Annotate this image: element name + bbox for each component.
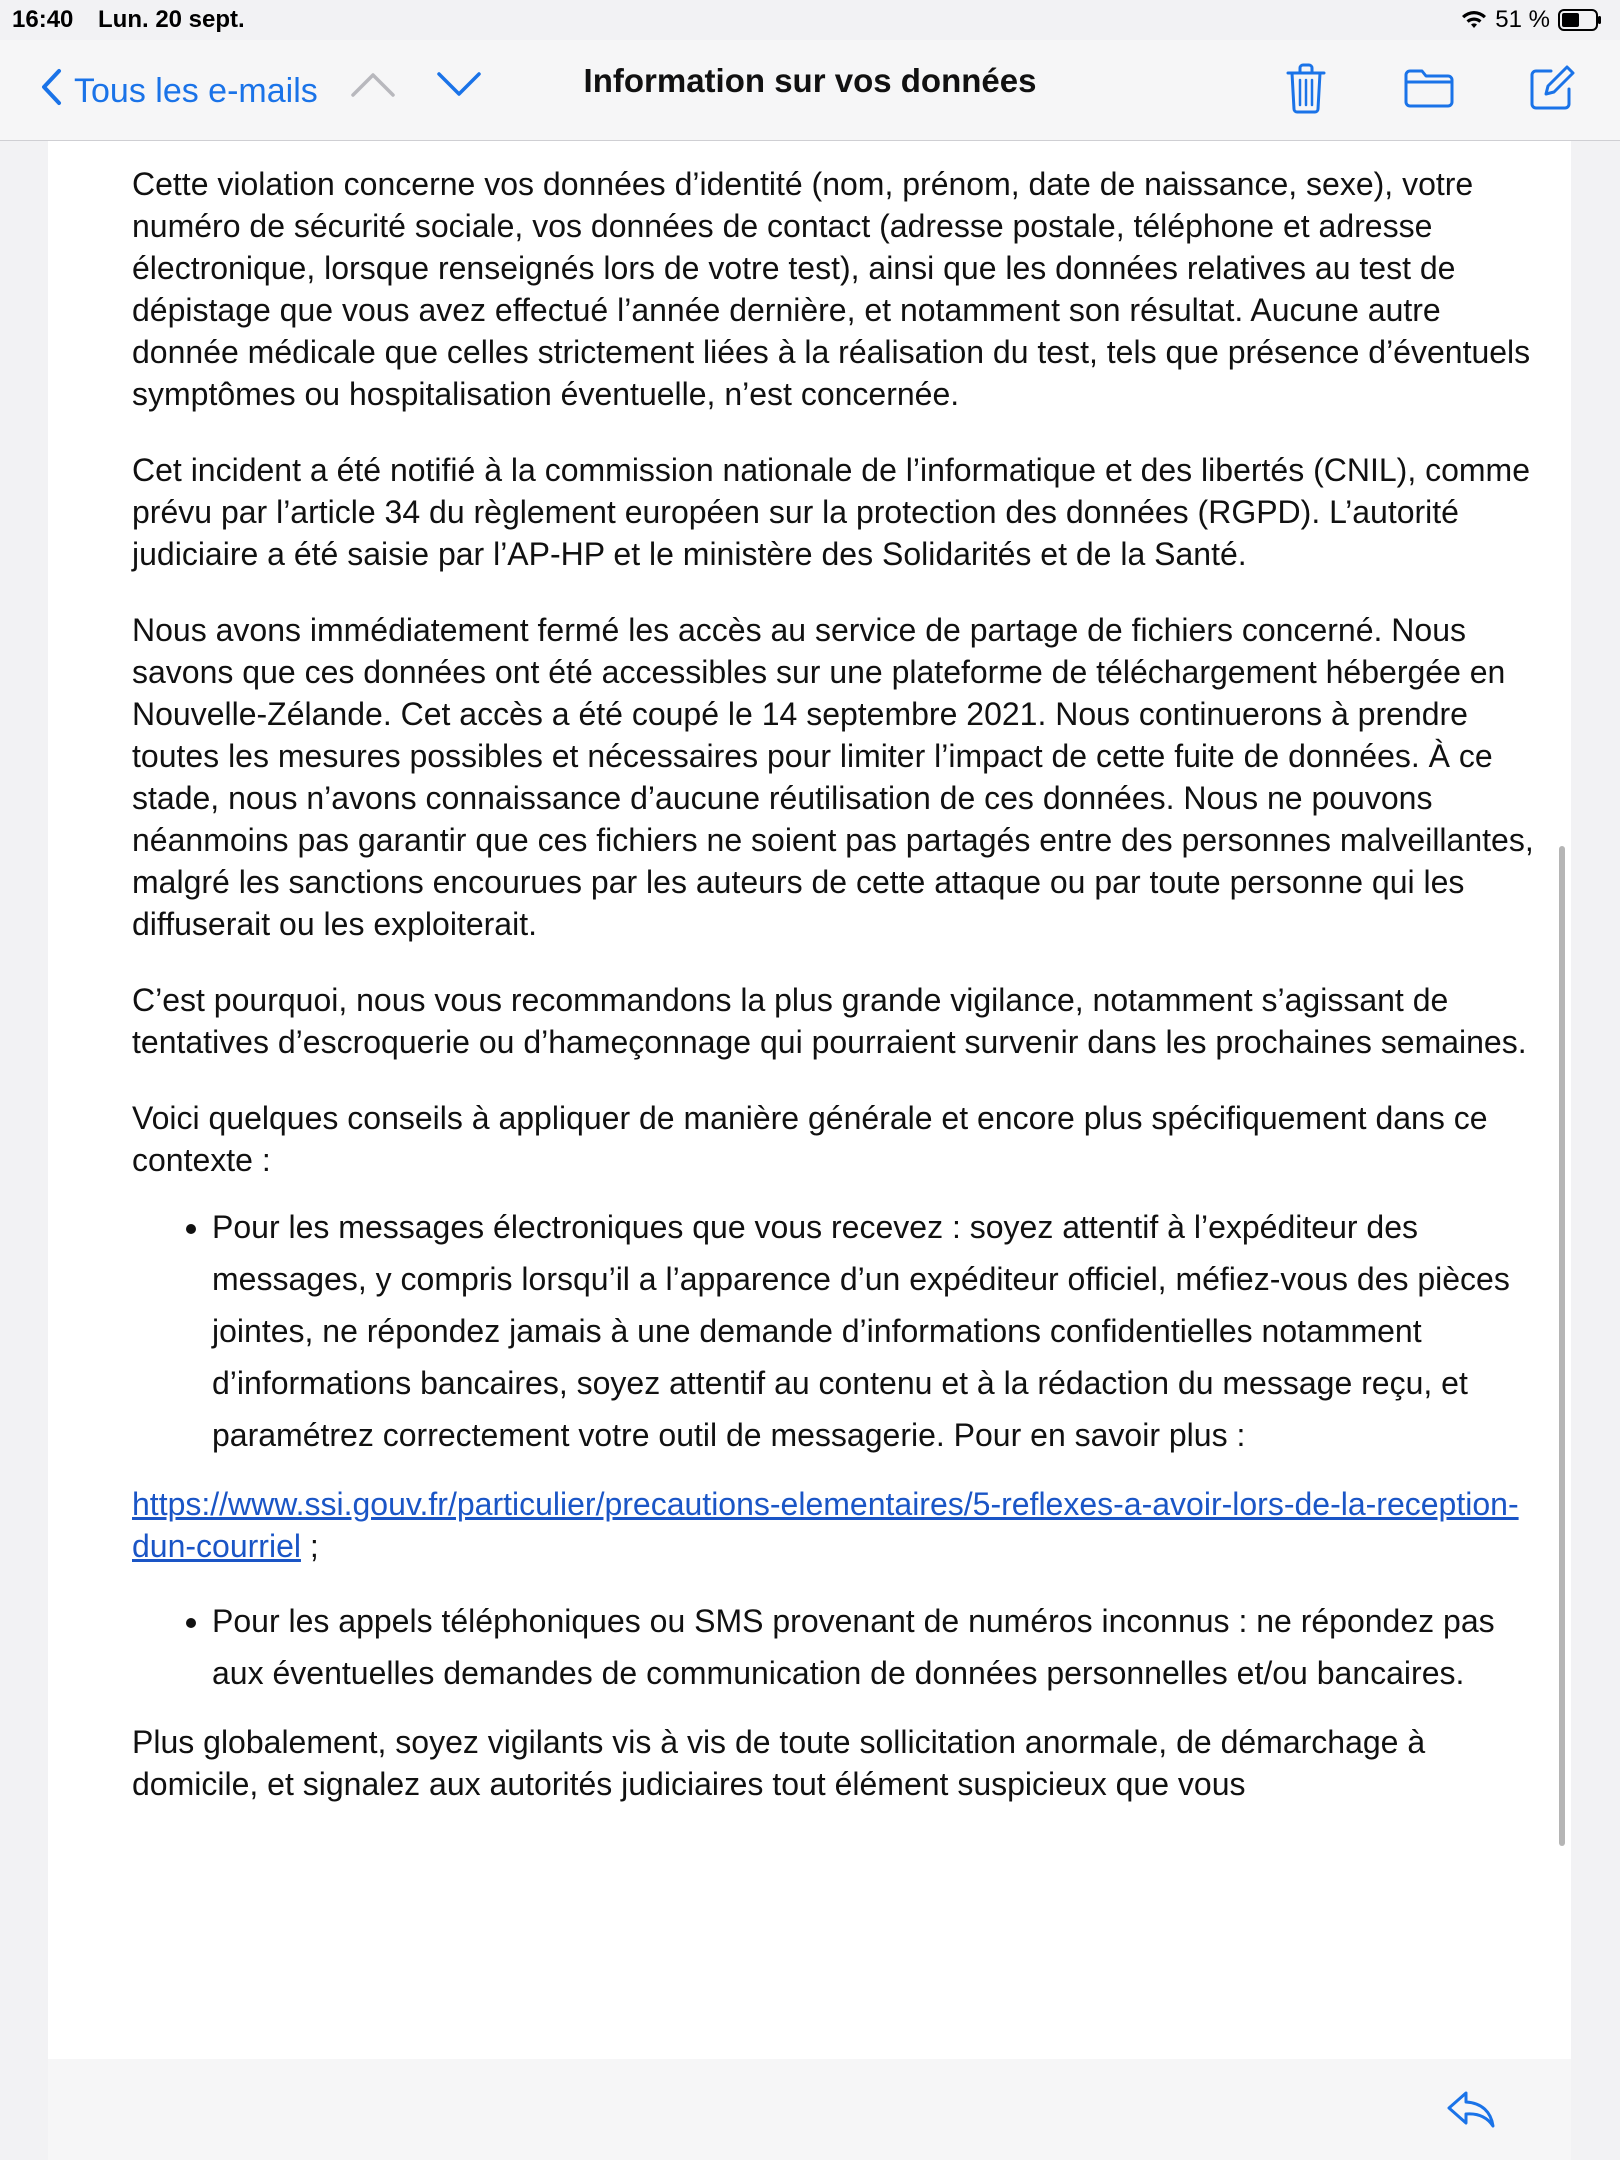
status-indicators [1461,6,1602,34]
advice-phone-item: • Pour les appels téléphoniques ou SMS provenant de numéros inconnus : ne répondez pas aux éventuelles demandes de communication de données personnelles et/ou bancaires. [212,1595,1552,1699]
link-suffix: ; [300,1528,319,1564]
status-date: Lun. 20 sept. [98,6,245,33]
paragraph-advice-intro: Voici quelques conseils à appliquer de manière générale et encore plus spécifiquement dans ce contexte : [132,1100,1488,1178]
chevron-up-icon[interactable] [350,70,396,103]
nav-bar [0,40,1620,141]
advice-list-2 [132,1595,1552,1699]
advice-list [132,1201,1552,1461]
battery-percent: 51 % [1495,6,1550,33]
link-paragraph [132,1483,1552,1567]
folder-icon [1403,67,1455,114]
paragraph-measures-taken: Nous avons immédiatement fermé les accès au service de partage de fichiers concerné. Nous savons que ces données ont été accessibles sur une plateforme de téléchargement hébergée en Nouvelle-Zélande. Cet accès a été coupé le 14 septembre 2021. Nous continuerons à prendre toutes les mesures possibles et nécessaires pour limiter l’impact de cette fuite de données. À ce stade, nous n’avons connaissance d’aucune réutilisation de ces données. Nous ne pouvons néanmoins pas garantir que ces fichiers ne soient pas partagés entre des personnes malveillantes, malgré les sanctions encourues par les auteurs de cette attaque ou par toute personne qui les diffuserait ou les exploiterait. [132,612,1534,942]
toolbar [1276,60,1620,120]
status-time: 16:40 [12,6,74,33]
paragraph-vigilance: C’est pourquoi, nous vous recommandons la plus grande vigilance, notamment s’agissant de tentatives d’escroquerie ou d’hameçonnage qui pourraient survenir dans les prochaines semaines. [132,982,1527,1060]
message-body [132,163,1552,1839]
compose-button[interactable] [1522,60,1582,120]
chevron-left-icon [40,68,62,115]
back-to-all-mails-button[interactable] [40,68,318,115]
paragraph-cnil-notification: Cet incident a été notifié à la commission nationale de l’informatique et des libertés (CNIL), comme prévu par l’article 34 du règlement européen sur la protection des données (RGPD). L’autorité judiciaire a été saisie par l’AP-HP et le ministère des Solidarités et de la Santé. [132,452,1530,572]
back-link-label: Tous les e-mails [74,72,318,110]
bottom-toolbar [48,2059,1571,2160]
paragraph-data-breach-scope: Cette violation concerne vos données d’identité (nom, prénom, date de naissance, sexe), votre numéro de sécurité sociale, vos données de contact (adresse postale, téléphone et adresse électronique, lorsque renseignés lors de votre test), ainsi que les données relatives au test de dépistage que vous avez effectué l’année dernière, et notamment son résultat. Aucune autre donnée médicale que celles strictement liées à la réalisation du test, tels que présence d’éventuels symptômes ou hospitalisation éventuelle, n’est concernée. [132,166,1531,412]
status-bar [0,0,1620,40]
paragraph-general-vigilance: Plus globalement, soyez vigilants vis à vis de toute sollicitation anormale, de démarchage à domicile, et signalez aux autorités judiciaires tout élément suspicieux que vous [132,1724,1426,1802]
message-navigation [350,70,482,103]
compose-icon [1529,65,1575,116]
page-title: Information sur vos données [583,62,1037,99]
wifi-icon [1461,10,1487,30]
message-content[interactable] [48,141,1571,2059]
chevron-down-icon[interactable] [436,70,482,103]
trash-button[interactable] [1276,60,1336,120]
scrollbar[interactable] [1559,846,1565,1846]
battery-icon [1558,9,1602,31]
reply-icon [1446,2089,1496,2134]
reply-button[interactable] [1441,2081,1501,2141]
trash-icon [1285,62,1327,119]
move-to-folder-button[interactable] [1399,60,1459,120]
advice-email-item: • Pour les messages électroniques que vous recevez : soyez attentif à l’expéditeur des messages, y compris lorsqu’il a l’apparence d’un expéditeur officiel, méfiez-vous des pièces jointes, ne répondez jamais à une demande d’informations confidentielles notamment d’informations bancaires, soyez attentif au contenu et à la rédaction du message reçu, et paramétrez correctement votre outil de messagerie. Pour en savoir plus : [212,1201,1552,1461]
ssi-gouv-link[interactable]: https://www.ssi.gouv.fr/particulier/precautions-elementaires/5-reflexes-a-avoir-lors-de-la-reception-dun-courriel [132,1486,1519,1564]
